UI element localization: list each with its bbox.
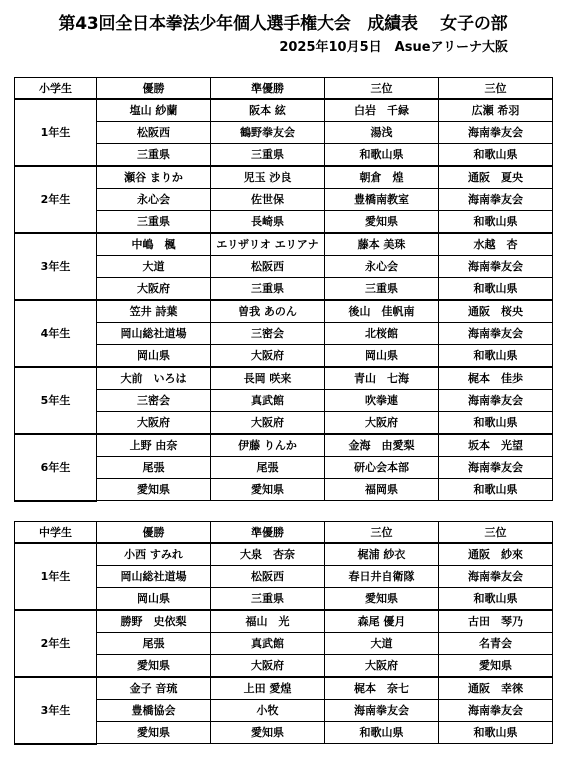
club-cell: 尾張 [211,457,325,479]
winner-header: 優勝 [97,522,211,544]
name-row [15,677,553,700]
name-row [15,434,553,457]
club-cell: 海南拳友会 [439,566,553,588]
name-cell: 通阪 幸徠 [439,677,553,700]
name-cell: 朝倉 煌 [325,166,439,189]
name-cell: 小西 すみれ [97,543,211,566]
name-row [15,610,553,633]
prefecture-cell: 大阪府 [325,655,439,678]
club-cell: 海南拳友会 [439,189,553,211]
club-cell: 豊橋協会 [97,700,211,722]
name-cell: 笠井 詩葉 [97,300,211,323]
club-cell: 松阪西 [211,256,325,278]
elementary-results-table [14,77,553,502]
name-cell: 広瀬 希羽 [439,99,553,122]
prefecture-cell: 大阪府 [211,655,325,678]
prefecture-cell: 三重県 [97,211,211,234]
event-date-venue: 2025年10月5日 Asueアリーナ大阪 [279,40,508,55]
name-cell: 金子 音琉 [97,677,211,700]
name-cell: 長岡 咲来 [211,367,325,390]
prefecture-cell: 愛知県 [97,722,211,744]
prefecture-cell: 愛知県 [211,479,325,501]
name-cell: 藤本 美珠 [325,233,439,256]
name-cell: 白岩 千緑 [325,99,439,122]
name-cell: 通阪 桜央 [439,300,553,323]
prefecture-cell: 和歌山県 [325,722,439,744]
document-title: 第43回全日本拳法少年個人選手権大会 成績表 女子の部 [58,14,508,34]
name-cell: 曽我 あのん [211,300,325,323]
name-cell: 阪本 絃 [211,99,325,122]
club-cell: 三密会 [211,323,325,345]
name-cell: 通阪 夏央 [439,166,553,189]
club-cell: 名青会 [439,633,553,655]
prefecture-cell: 愛知県 [439,655,553,678]
prefecture-cell: 和歌山県 [325,144,439,167]
prefecture-cell: 岡山県 [97,345,211,368]
third-place-header: 三位 [439,78,553,100]
club-cell: 松阪西 [97,122,211,144]
prefecture-cell: 三重県 [211,278,325,301]
club-cell: 永心会 [97,189,211,211]
header-row [15,78,553,100]
club-cell: 海南拳友会 [439,457,553,479]
prefecture-cell: 和歌山県 [439,479,553,501]
name-cell: 梶本 佳歩 [439,367,553,390]
prefecture-cell: 和歌山県 [439,345,553,368]
prefecture-cell: 福岡県 [325,479,439,501]
grade-cell: 3年生 [15,233,97,300]
name-cell: 古田 琴乃 [439,610,553,633]
prefecture-cell: 三重県 [211,588,325,611]
name-row [15,300,553,323]
name-cell: 梶本 奈七 [325,677,439,700]
third-place-header: 三位 [325,78,439,100]
prefecture-cell: 和歌山県 [439,722,553,744]
name-cell: 大前 いろは [97,367,211,390]
name-cell: エリザリオ エリアナ [211,233,325,256]
grade-cell: 6年生 [15,434,97,501]
name-cell: 塩山 紗蘭 [97,99,211,122]
club-cell: 研心会本部 [325,457,439,479]
name-cell: 水越 杏 [439,233,553,256]
club-cell: 海南拳友会 [439,256,553,278]
runner-up-header: 準優勝 [211,78,325,100]
name-cell: 児玉 沙良 [211,166,325,189]
club-cell: 大道 [97,256,211,278]
club-cell: 真武館 [211,390,325,412]
name-cell: 金海 由愛梨 [325,434,439,457]
prefecture-cell: 和歌山県 [439,211,553,234]
name-row [15,166,553,189]
grade-cell: 4年生 [15,300,97,367]
name-cell: 大泉 杏奈 [211,543,325,566]
header-row [15,522,553,544]
grade-cell: 2年生 [15,610,97,677]
name-row [15,367,553,390]
name-row [15,543,553,566]
grade-cell: 2年生 [15,166,97,233]
runner-up-header: 準優勝 [211,522,325,544]
prefecture-cell: 愛知県 [211,722,325,744]
club-cell: 永心会 [325,256,439,278]
division-header: 小学生 [15,78,97,100]
grade-cell: 5年生 [15,367,97,434]
club-cell: 海南拳友会 [325,700,439,722]
name-cell: 上田 愛煌 [211,677,325,700]
club-cell: 大道 [325,633,439,655]
club-cell: 尾張 [97,457,211,479]
club-cell: 鶴野拳友会 [211,122,325,144]
name-cell: 青山 七海 [325,367,439,390]
middle-school-results-table [14,521,553,745]
club-cell: 尾張 [97,633,211,655]
club-cell: 真武館 [211,633,325,655]
prefecture-cell: 長崎県 [211,211,325,234]
prefecture-cell: 三重県 [325,278,439,301]
prefecture-cell: 大阪府 [211,345,325,368]
prefecture-cell: 大阪府 [211,412,325,435]
third-place-header: 三位 [325,522,439,544]
club-cell: 海南拳友会 [439,700,553,722]
prefecture-cell: 和歌山県 [439,144,553,167]
prefecture-cell: 和歌山県 [439,588,553,611]
club-cell: 海南拳友会 [439,122,553,144]
club-cell: 小牧 [211,700,325,722]
name-cell: 坂本 光望 [439,434,553,457]
name-cell: 伊藤 りんか [211,434,325,457]
name-cell: 福山 光 [211,610,325,633]
prefecture-cell: 三重県 [211,144,325,167]
name-cell: 上野 由奈 [97,434,211,457]
grade-cell: 1年生 [15,543,97,610]
club-cell: 佐世保 [211,189,325,211]
grade-cell: 1年生 [15,99,97,166]
third-place-header: 三位 [439,522,553,544]
name-cell: 梶浦 紗衣 [325,543,439,566]
prefecture-cell: 岡山県 [325,345,439,368]
club-cell: 三密会 [97,390,211,412]
prefecture-cell: 三重県 [97,144,211,167]
club-cell: 海南拳友会 [439,390,553,412]
name-row [15,233,553,256]
winner-header: 優勝 [97,78,211,100]
name-cell: 森尾 優月 [325,610,439,633]
division-header: 中学生 [15,522,97,544]
prefecture-cell: 愛知県 [97,655,211,678]
club-cell: 吹拳連 [325,390,439,412]
prefecture-cell: 愛知県 [97,479,211,501]
prefecture-cell: 大阪府 [325,412,439,435]
prefecture-cell: 大阪府 [97,278,211,301]
name-cell: 瀬谷 まりか [97,166,211,189]
club-cell: 春日井自衛隊 [325,566,439,588]
grade-cell: 3年生 [15,677,97,744]
prefecture-cell: 大阪府 [97,412,211,435]
club-cell: 北桜館 [325,323,439,345]
club-cell: 岡山総社道場 [97,323,211,345]
club-cell: 岡山総社道場 [97,566,211,588]
name-cell: 勝野 史依梨 [97,610,211,633]
club-cell: 豊橋南教室 [325,189,439,211]
prefecture-cell: 岡山県 [97,588,211,611]
prefecture-cell: 和歌山県 [439,412,553,435]
name-cell: 後山 佳帆南 [325,300,439,323]
club-cell: 海南拳友会 [439,323,553,345]
name-cell: 中嶋 楓 [97,233,211,256]
name-row [15,99,553,122]
prefecture-cell: 和歌山県 [439,278,553,301]
prefecture-cell: 愛知県 [325,588,439,611]
club-cell: 湯浅 [325,122,439,144]
prefecture-cell: 愛知県 [325,211,439,234]
name-cell: 通阪 紗來 [439,543,553,566]
club-cell: 松阪西 [211,566,325,588]
